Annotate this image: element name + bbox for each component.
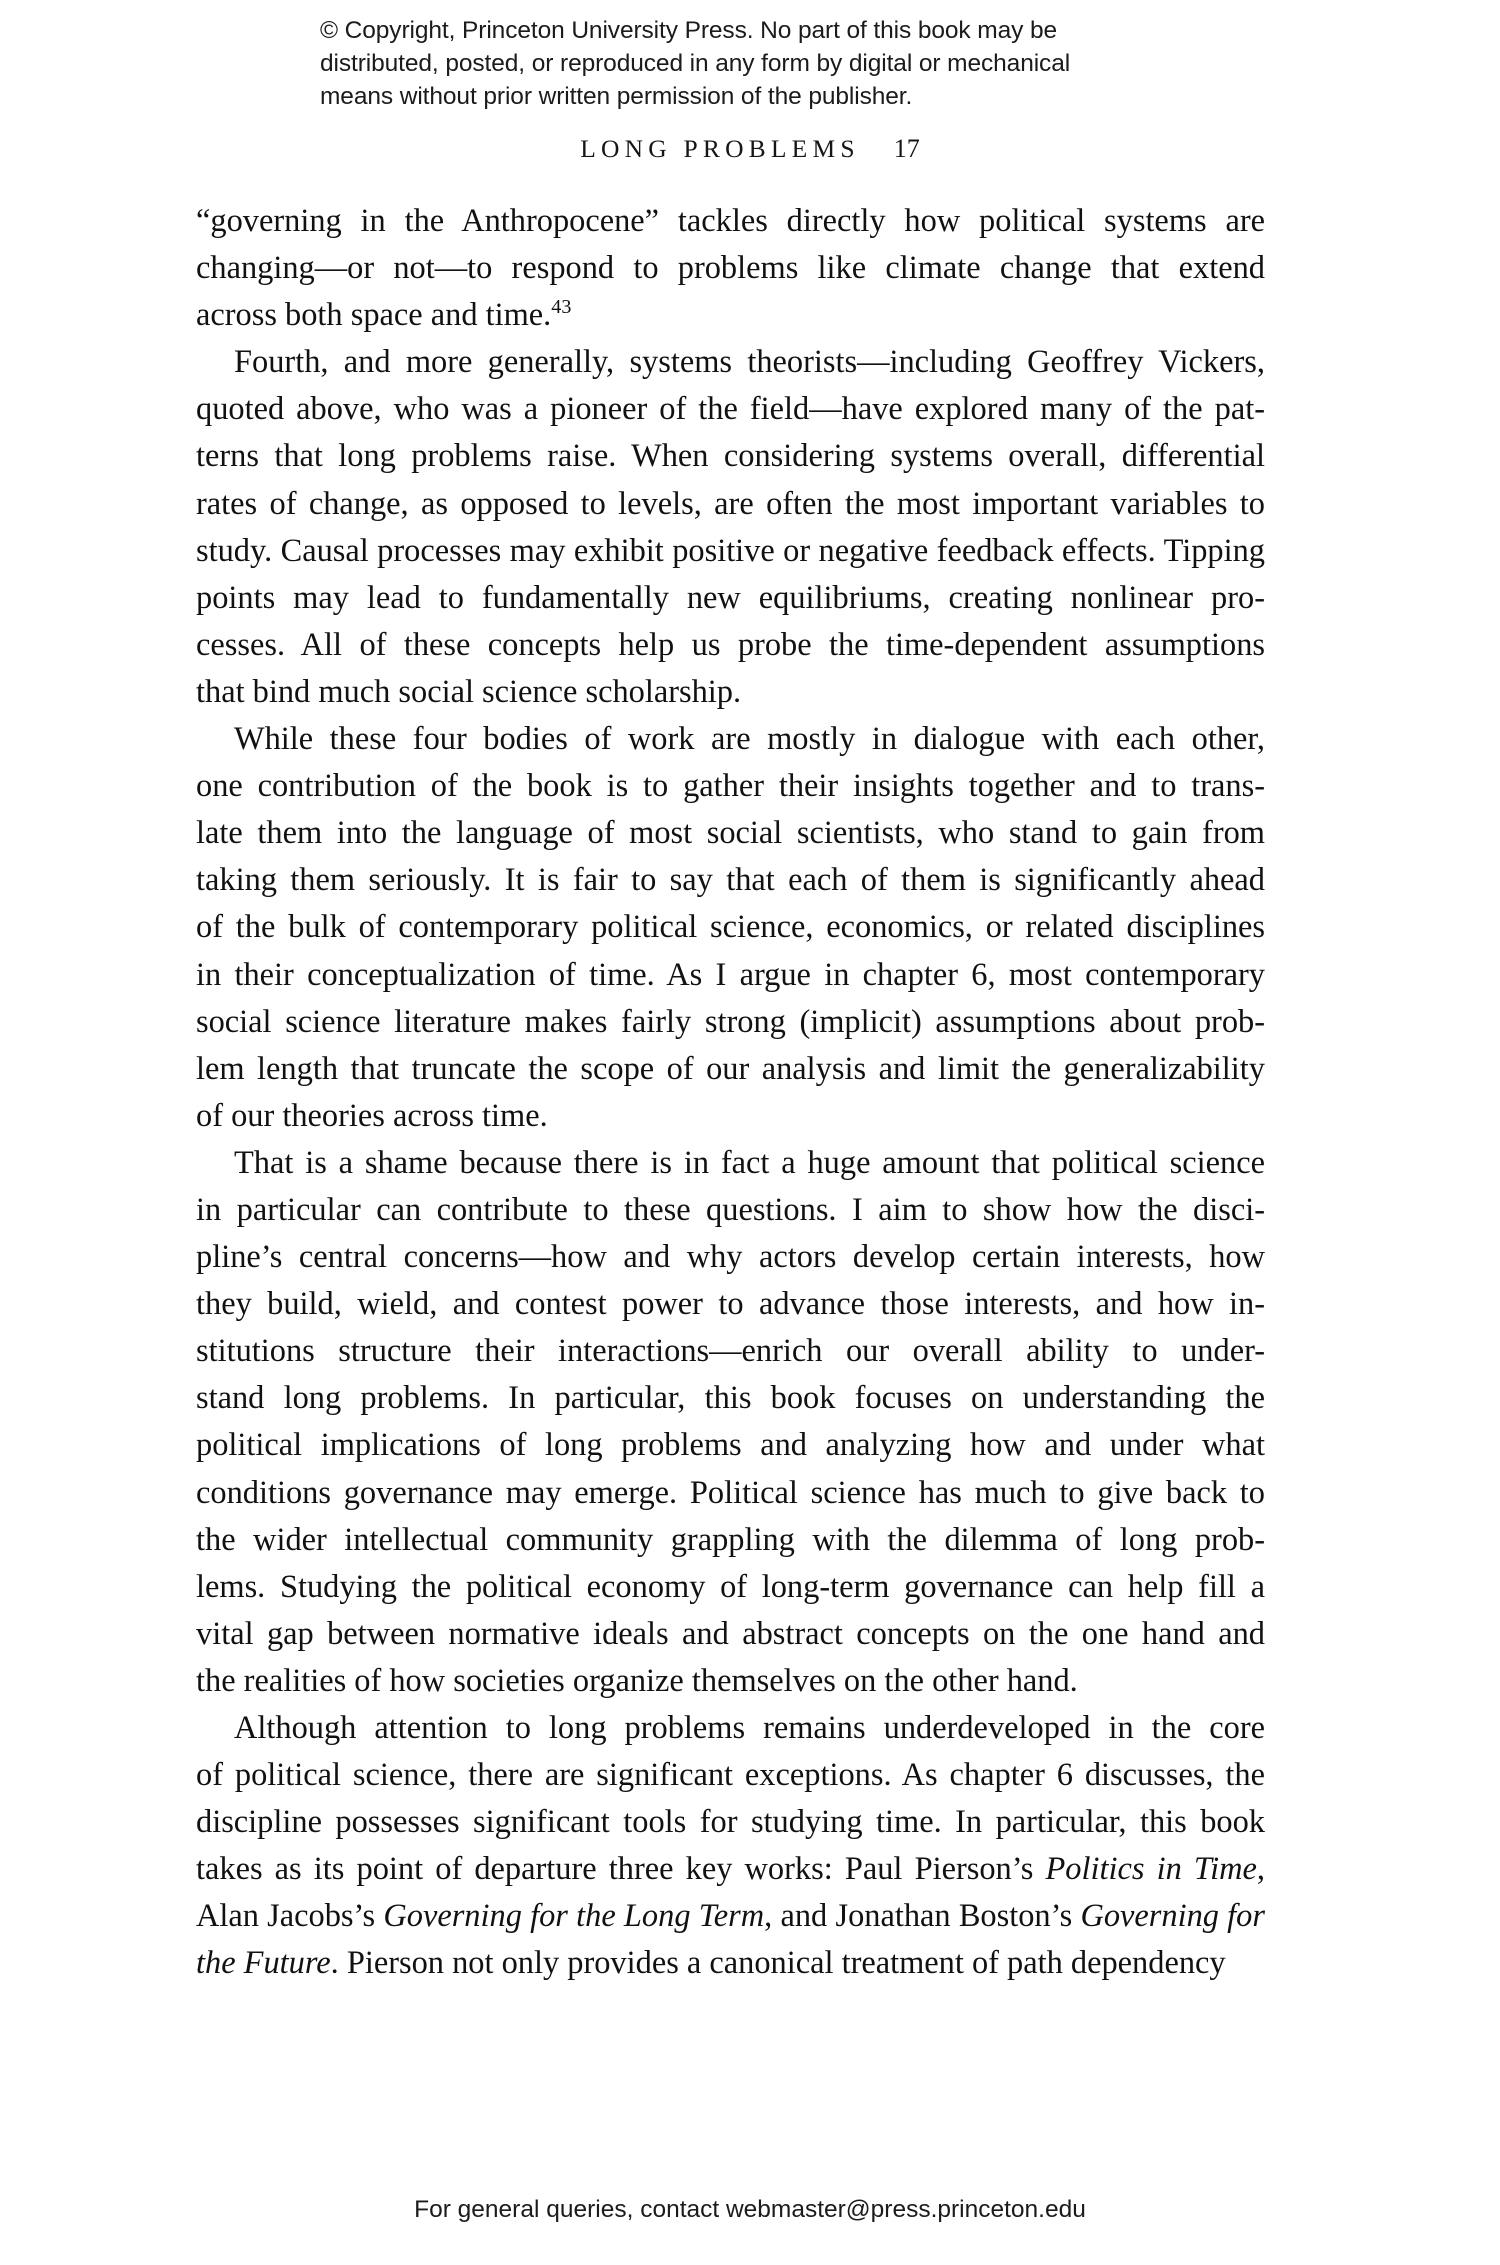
text-line: political implications of long problems and analyzing how and under what xyxy=(196,1427,1265,1464)
text-line: Although attention to long problems remains underdeveloped in the core xyxy=(234,1710,1265,1746)
text-line xyxy=(196,1893,1265,1940)
paragraph xyxy=(196,716,1265,1140)
book-title: Politics in Time xyxy=(1045,1851,1257,1888)
text-line: vital gap between normative ideals and abstract concepts on the one hand and xyxy=(196,1615,1265,1652)
text-line: changing—or not—to respond to problems like climate change that extend xyxy=(196,250,1265,287)
copyright-line-3: means without prior written permission of the publisher. xyxy=(320,83,913,110)
text-line: points may lead to fundamentally new equilibriums, creating nonlinear pro- xyxy=(196,579,1265,616)
copyright-notice xyxy=(320,14,1180,113)
text-line: stand long problems. In particular, this book focuses on understanding the xyxy=(196,1380,1265,1417)
book-title: Governing for xyxy=(1080,1898,1265,1935)
text-line: the wider intellectual community grappling with the dilemma of long prob- xyxy=(196,1521,1265,1558)
text-line: stitutions structure their interactions—enrich our overall ability to under- xyxy=(196,1333,1265,1370)
copyright-line-1: © Copyright, Princeton University Press. No part of this book may be xyxy=(320,17,1058,44)
text-line: discipline possesses significant tools for studying time. In particular, this book xyxy=(196,1804,1265,1841)
running-head xyxy=(0,134,1500,164)
book-title: Governing for the Long Term xyxy=(383,1898,765,1935)
text-line: terns that long problems raise. When considering systems overall, differential xyxy=(196,438,1265,475)
text-line xyxy=(196,1940,1265,1987)
text-line: of our theories across time. xyxy=(196,1097,548,1134)
text-run: , and Jonathan Boston’s xyxy=(764,1898,1081,1935)
text-line: lems. Studying the political economy of long-term governance can help fill a xyxy=(196,1568,1265,1605)
paragraph xyxy=(196,198,1265,339)
text-run: , xyxy=(1256,1851,1266,1888)
text-line: taking them seriously. It is fair to say that each of them is significantly ahead xyxy=(196,862,1265,899)
text-line: social science literature makes fairly strong (implicit) assumptions about prob- xyxy=(196,1003,1265,1040)
text-line: Fourth, and more generally, systems theorists—including Geoffrey Vickers, xyxy=(234,344,1265,381)
text-line: rates of change, as opposed to levels, are often the most important variables to xyxy=(196,485,1265,522)
page-body xyxy=(196,198,1265,1988)
text-line: that bind much social science scholarship. xyxy=(196,673,742,710)
text-line: While these four bodies of work are mostly in dialogue with each other, xyxy=(234,721,1265,758)
paragraph xyxy=(196,1705,1265,1988)
text-line: in particular can contribute to these questions. I aim to show how the disci- xyxy=(196,1191,1265,1228)
copyright-line-2: distributed, posted, or reproduced in any form by digital or mechanical xyxy=(320,50,1071,77)
text-line: across both space and time.$^{43}$ xyxy=(196,296,572,334)
text-run: . Pierson not only provides a canonical treatment of path dependency xyxy=(330,1945,1226,1982)
text-line: conditions governance may emerge. Political science has much to give back to xyxy=(196,1474,1265,1511)
text-line: of political science, there are significant exceptions. As chapter 6 discusses, the xyxy=(196,1757,1265,1794)
text-run: takes as its point of departure three key works: Paul Pierson’s xyxy=(196,1851,1046,1888)
text-line: pline’s central concerns—how and why actors develop certain interests, how xyxy=(196,1239,1265,1276)
text-line: study. Causal processes may exhibit positive or negative feedback effects. Tipping xyxy=(196,532,1265,569)
paragraph xyxy=(196,339,1265,716)
text-run: Alan Jacobs’s xyxy=(196,1898,384,1935)
text-line: That is a shame because there is in fact a huge amount that political science xyxy=(234,1144,1265,1181)
book-title: the Future xyxy=(196,1945,331,1982)
footer-query-note: For general queries, contact webmaster@press.princeton.edu xyxy=(414,2196,1086,2223)
text-line: lem length that truncate the scope of our analysis and limit the generalizability xyxy=(196,1050,1265,1087)
footnote-marker: 43 xyxy=(551,296,572,319)
text-line: cesses. All of these concepts help us probe the time-dependent assumptions xyxy=(196,626,1265,663)
text-line: one contribution of the book is to gather their insights together and to trans- xyxy=(196,768,1265,805)
text-line: of the bulk of contemporary political science, economics, or related disciplines xyxy=(196,909,1265,946)
text-line: late them into the language of most social scientists, who stand to gain from xyxy=(196,815,1265,852)
page-number: 17 xyxy=(893,134,920,163)
text-line: “governing in the Anthropocene” tackles directly how political systems are xyxy=(196,203,1265,239)
text-line: the realities of how societies organize themselves on the other hand. xyxy=(196,1662,1078,1699)
text-line xyxy=(196,1846,1265,1893)
text-line: they build, wield, and contest power to advance those interests, and how in- xyxy=(196,1286,1265,1323)
running-head-title: LONG PROBLEMS xyxy=(580,134,860,163)
paragraph xyxy=(196,1140,1265,1705)
text-line: quoted above, who was a pioneer of the field—have explored many of the pat- xyxy=(196,391,1265,428)
text-line: in their conceptualization of time. As I argue in chapter 6, most contemporary xyxy=(196,956,1265,993)
